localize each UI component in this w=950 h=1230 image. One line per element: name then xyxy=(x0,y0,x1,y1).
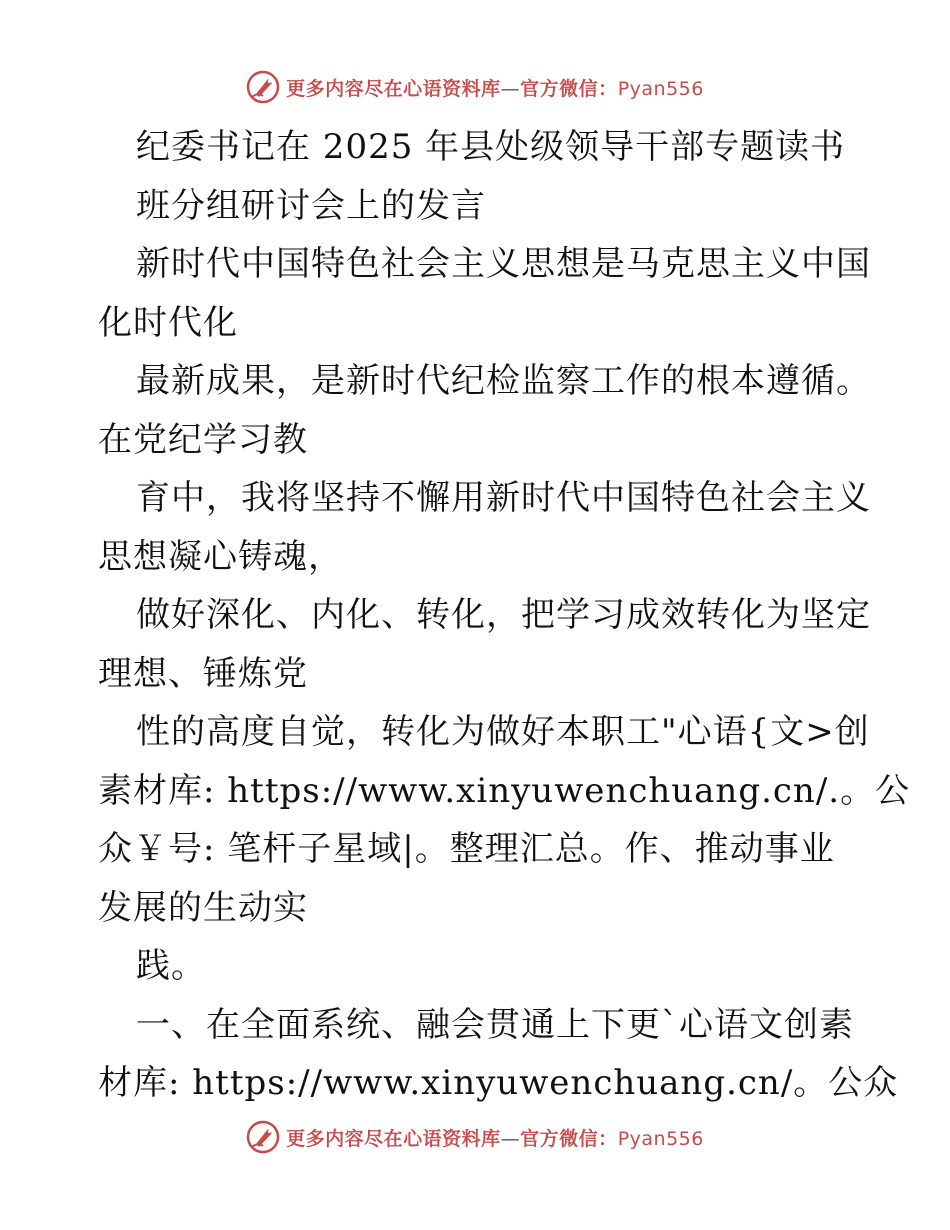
banner-site-text: 更多内容尽在心语资料库 xyxy=(286,77,501,100)
banner-site-text: 更多内容尽在心语资料库 xyxy=(286,1127,501,1150)
paragraph-line: 素材库: https://www.xinyuwenchuang.cn/.。公 xyxy=(98,770,911,811)
banner-wechat-id: Pyan556 xyxy=(617,1127,704,1150)
paragraph-line: 思想凝心铸魂， xyxy=(98,536,343,577)
document-title-line: 班分组研讨会上的发言 xyxy=(136,185,486,226)
section-heading-line: 一、在全面系统、融会贯通上下更`心语文创素 xyxy=(136,1004,854,1045)
document-body xyxy=(98,118,911,1113)
paragraph-line: 理想、锤炼党 xyxy=(98,653,308,694)
paragraph-line: 在党纪学习教 xyxy=(98,419,308,460)
banner-wechat-label: 官方微信： xyxy=(520,77,618,100)
banner-separator: — xyxy=(500,1127,521,1150)
paragraph-line: 众￥号: 笔杆子星域|。整理汇总。作、推动事业 xyxy=(98,829,835,869)
banner-text xyxy=(286,74,704,101)
banner-wechat-id: Pyan556 xyxy=(617,77,704,100)
paragraph-line: 化时代化 xyxy=(98,302,238,343)
paragraph-line: 新时代中国特色社会主义思想是马克思主义中国 xyxy=(136,244,871,284)
banner-text xyxy=(286,1124,704,1151)
banner-wechat-label: 官方微信： xyxy=(520,1127,618,1150)
paragraph-line: 做好深化、内化、转化，把学习成效转化为坚定 xyxy=(136,595,871,635)
paragraph-line: 性的高度自觉，转化为做好本职工"心语{文>创 xyxy=(136,712,870,752)
paragraph-line: 育中，我将坚持不懈用新时代中国特色社会主义 xyxy=(136,478,871,518)
paragraph-line: 发展的生动实 xyxy=(98,887,308,928)
header-banner xyxy=(0,70,950,104)
pen-nib-logo-icon xyxy=(246,1120,280,1154)
document-title-line: 纪委书记在 2025 年县处级领导干部专题读书 xyxy=(136,127,846,167)
paragraph-line: 践。 xyxy=(136,946,206,986)
banner-separator: — xyxy=(500,77,521,100)
paragraph-line: 材库: https://www.xinyuwenchuang.cn/。公众 xyxy=(98,1063,899,1103)
paragraph-line: 最新成果，是新时代纪检监察工作的根本遵循。 xyxy=(136,361,871,401)
footer-banner xyxy=(0,1120,950,1154)
pen-nib-logo-icon xyxy=(246,70,280,104)
